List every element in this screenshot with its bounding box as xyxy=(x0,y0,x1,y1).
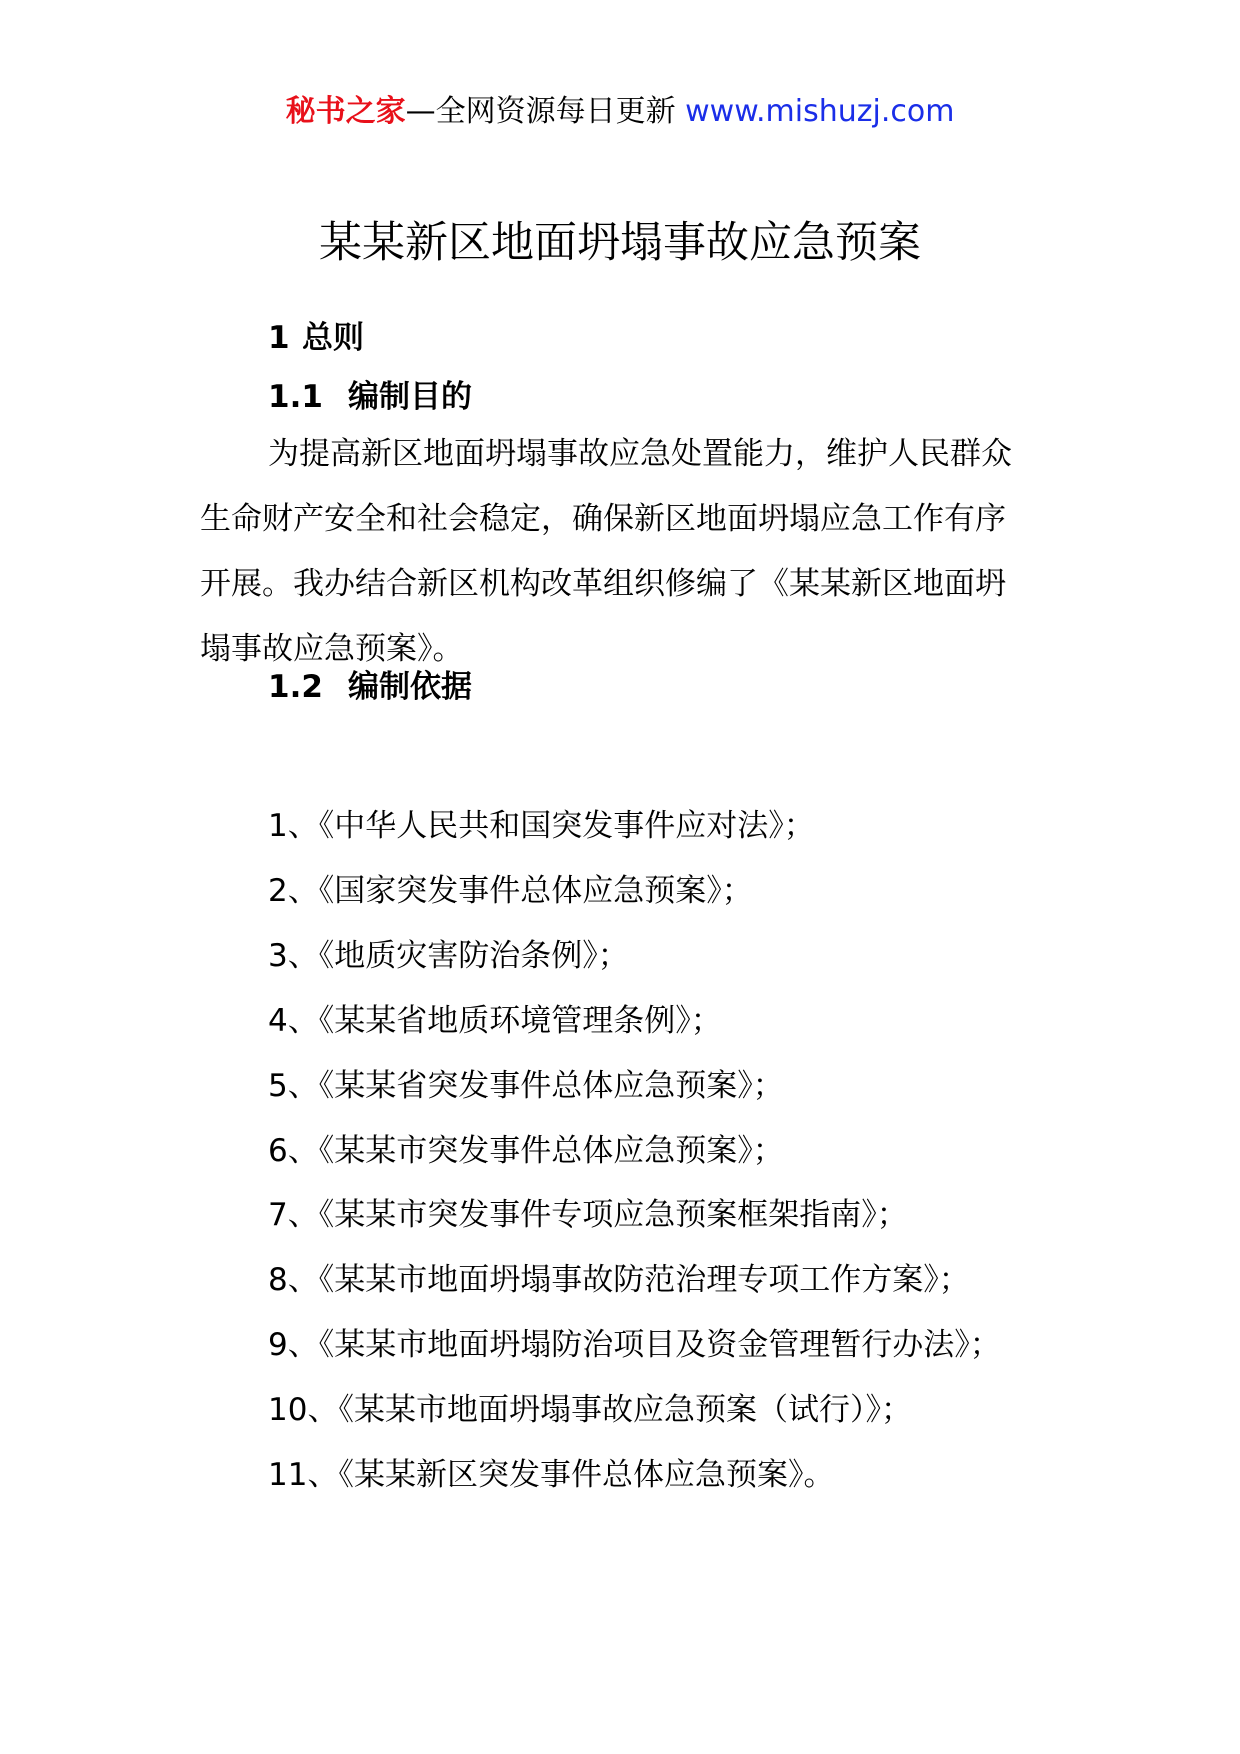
section-label: 编制目的 xyxy=(348,379,472,415)
reference-item: 2、《国家突发事件总体应急预案》； xyxy=(268,872,753,909)
section-label: 总则 xyxy=(302,320,364,356)
site-banner xyxy=(0,92,1240,132)
reference-item: 8、《某某市地面坍塌事故防范治理专项工作方案》； xyxy=(268,1262,970,1299)
reference-item: 6、《某某市突发事件总体应急预案》； xyxy=(268,1132,784,1169)
section-heading-basis xyxy=(268,667,472,707)
reference-list xyxy=(268,794,1001,1508)
section-number: 1.1 xyxy=(268,379,323,415)
paragraph-line: 开展。我办结合新区机构改革组织修编了《某某新区地面坍 xyxy=(200,566,1006,602)
section-heading-purpose xyxy=(268,377,472,417)
section-label: 编制依据 xyxy=(348,669,472,705)
paragraph-line: 塌事故应急预案》。 xyxy=(200,631,464,667)
paragraph-line: 生命财产安全和社会稳定，确保新区地面坍塌应急工作有序 xyxy=(200,501,1006,537)
reference-item: 3、《地质灾害防治条例》； xyxy=(268,937,629,974)
section-number: 1.2 xyxy=(268,669,323,705)
document-title: 某某新区地面坍塌事故应急预案 xyxy=(319,218,921,268)
reference-item: 11、《某某新区突发事件总体应急预案》。 xyxy=(268,1457,835,1494)
banner-brand: 秘书之家 xyxy=(285,94,406,129)
banner-url-link[interactable]: www.mishuzj.com xyxy=(685,94,955,129)
reference-item: 4、《某某省地质环境管理条例》； xyxy=(268,1002,722,1039)
reference-item: 7、《某某市突发事件专项应急预案框架指南》； xyxy=(268,1197,908,1234)
reference-item: 5、《某某省突发事件总体应急预案》； xyxy=(268,1067,784,1104)
section-number: 1 xyxy=(268,320,290,356)
paragraph-line: 为提高新区地面坍塌事故应急处置能力，维护人民群众 xyxy=(268,436,1012,472)
reference-item: 9、《某某市地面坍塌防治项目及资金管理暂行办法》； xyxy=(268,1327,1001,1364)
reference-item: 10、《某某市地面坍塌事故应急预案（试行）》； xyxy=(268,1392,912,1429)
reference-item: 1、《中华人民共和国突发事件应对法》； xyxy=(268,808,815,844)
banner-tagline: —全网资源每日更新 xyxy=(405,94,686,129)
purpose-paragraph xyxy=(200,422,1080,682)
section-heading-general xyxy=(268,318,364,358)
